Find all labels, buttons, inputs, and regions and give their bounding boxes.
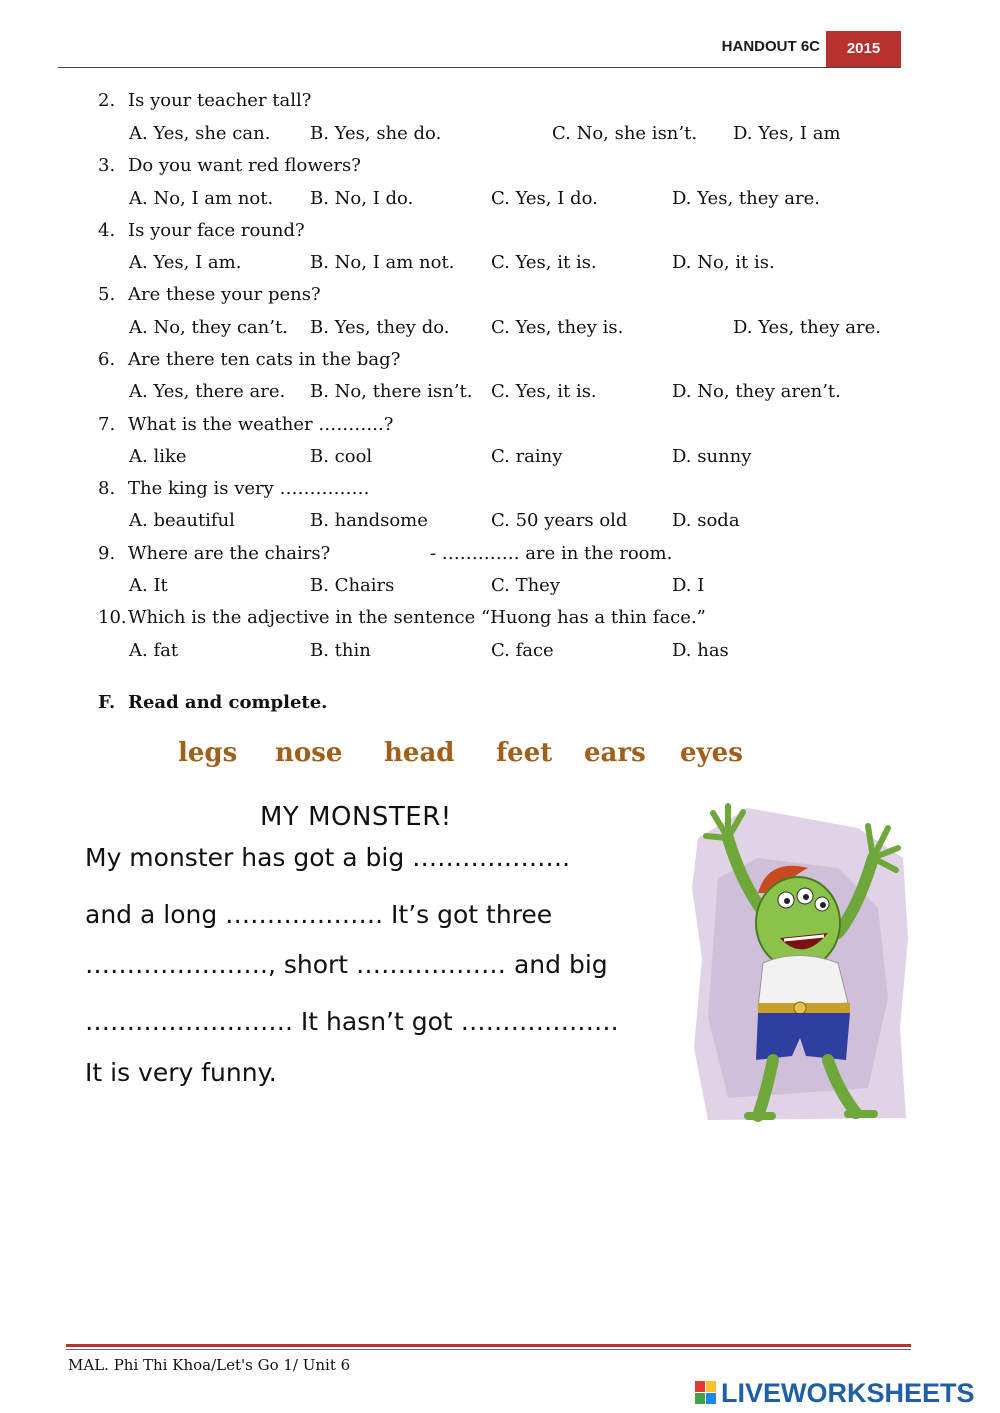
option-8b[interactable]: B. handsome <box>310 510 428 531</box>
option-5a[interactable]: A. No, they can’t. <box>129 317 288 338</box>
option-3c[interactable]: C. Yes, I do. <box>491 188 598 209</box>
passage-line: …………………., short ……………… and big <box>85 950 608 979</box>
option-7c[interactable]: C. rainy <box>491 446 563 467</box>
wordbank-word[interactable]: eyes <box>680 738 743 768</box>
passage-line: ……………………. It hasn’t got ………………. <box>85 1007 619 1036</box>
question-7: 7. What is the weather ………..? <box>98 414 394 435</box>
option-8c[interactable]: C. 50 years old <box>491 510 628 531</box>
option-10a[interactable]: A. fat <box>129 640 179 661</box>
wordbank-word[interactable]: head <box>384 738 455 768</box>
option-9b[interactable]: B. Chairs <box>310 575 395 596</box>
wordbank-word[interactable]: legs <box>178 738 238 768</box>
liveworksheets-logo <box>695 1378 995 1408</box>
option-7d[interactable]: D. sunny <box>672 446 752 467</box>
question-9: 9. Where are the chairs? <box>98 543 331 564</box>
question-2: 2. Is your teacher tall? <box>98 90 312 111</box>
option-2b[interactable]: B. Yes, she do. <box>310 123 442 144</box>
footer-divider <box>66 1344 911 1347</box>
option-8a[interactable]: A. beautiful <box>129 510 235 531</box>
passage-line: and a long ………………. It’s got three <box>85 900 553 929</box>
option-5d[interactable]: D. Yes, they are. <box>733 317 881 338</box>
option-3d[interactable]: D. Yes, they are. <box>672 188 820 209</box>
option-4c[interactable]: C. Yes, it is. <box>491 252 597 273</box>
option-2c[interactable]: C. No, she isn’t. <box>552 123 698 144</box>
option-10b[interactable]: B. thin <box>310 640 371 661</box>
handout-title: HANDOUT 6C <box>721 38 820 55</box>
option-8d[interactable]: D. soda <box>672 510 740 531</box>
option-6c[interactable]: C. Yes, it is. <box>491 381 597 402</box>
liveworksheets-wordmark: LIVEWORKSHEETS <box>721 1378 975 1408</box>
liveworksheets-badge-icon <box>695 1381 717 1405</box>
question-6: 6. Are there ten cats in the bag? <box>98 349 401 370</box>
passage-line: My monster has got a big ………………. <box>85 843 571 872</box>
question-5: 5. Are these your pens? <box>98 284 321 305</box>
option-4b[interactable]: B. No, I am not. <box>310 252 455 273</box>
option-5c[interactable]: C. Yes, they is. <box>491 317 624 338</box>
option-6a[interactable]: A. Yes, there are. <box>129 381 286 402</box>
header-divider <box>58 67 901 68</box>
footer-divider-thin <box>66 1349 911 1350</box>
option-4a[interactable]: A. Yes, I am. <box>129 252 242 273</box>
option-7b[interactable]: B. cool <box>310 446 373 467</box>
question-10: 10.Which is the adjective in the sentence “Huong has a thin face.” <box>98 607 706 628</box>
monster-title: MY MONSTER! <box>260 802 452 832</box>
year-badge: 2015 <box>826 31 901 67</box>
option-3b[interactable]: B. No, I do. <box>310 188 414 209</box>
question-8: 8. The king is very …………… <box>98 478 370 499</box>
option-2a[interactable]: A. Yes, she can. <box>129 123 271 144</box>
option-9c[interactable]: C. They <box>491 575 560 596</box>
option-7a[interactable]: A. like <box>129 446 187 467</box>
footer-credit: MAL. Phi Thi Khoa/Let's Go 1/ Unit 6 <box>68 1356 351 1374</box>
option-4d[interactable]: D. No, it is. <box>672 252 775 273</box>
option-9d[interactable]: D. I <box>672 575 705 596</box>
question-9-answer-hint: - …………. are in the room. <box>430 543 673 564</box>
option-6d[interactable]: D. No, they aren’t. <box>672 381 841 402</box>
wordbank-word[interactable]: ears <box>584 738 646 768</box>
monster-illustration <box>688 798 910 1124</box>
option-10d[interactable]: D. has <box>672 640 729 661</box>
option-3a[interactable]: A. No, I am not. <box>129 188 274 209</box>
section-f-heading: F. Read and complete. <box>98 692 328 713</box>
option-6b[interactable]: B. No, there isn’t. <box>310 381 473 402</box>
question-3: 3. Do you want red flowers? <box>98 155 361 176</box>
option-10c[interactable]: C. face <box>491 640 554 661</box>
wordbank-word[interactable]: nose <box>275 738 343 768</box>
question-4: 4. Is your face round? <box>98 220 305 241</box>
wordbank-word[interactable]: feet <box>496 738 553 768</box>
option-2d[interactable]: D. Yes, I am <box>733 123 841 144</box>
option-9a[interactable]: A. It <box>129 575 168 596</box>
option-5b[interactable]: B. Yes, they do. <box>310 317 450 338</box>
passage-line: It is very funny. <box>85 1058 277 1087</box>
